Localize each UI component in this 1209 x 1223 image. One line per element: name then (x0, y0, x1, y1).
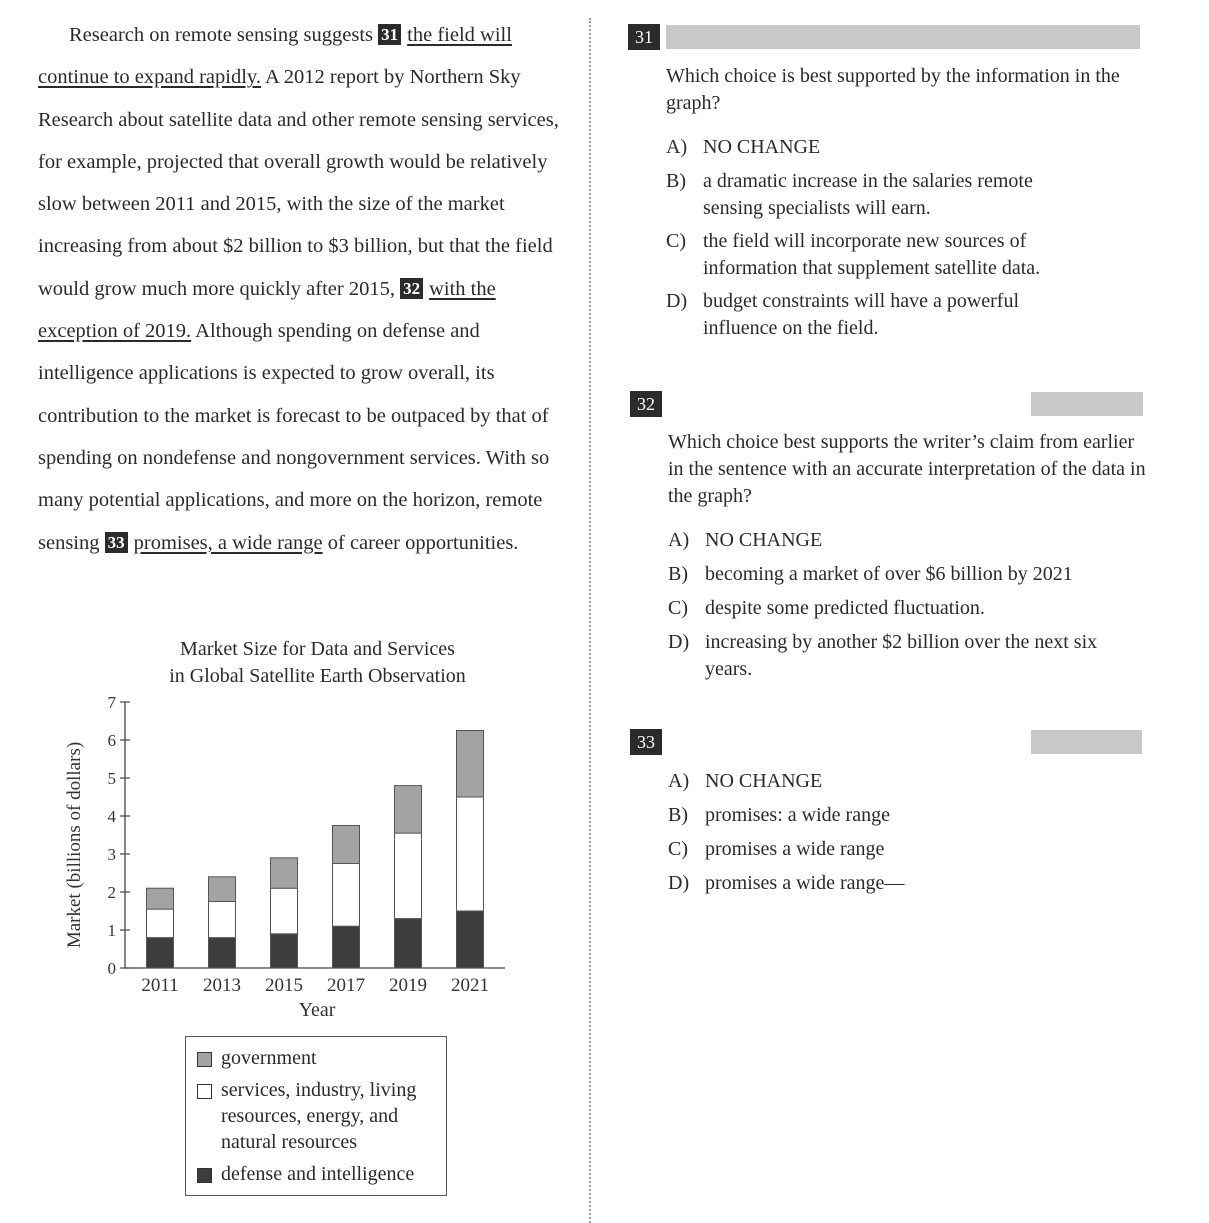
bar-segment (457, 911, 484, 968)
bar-segment (333, 864, 360, 927)
column-divider (589, 18, 591, 1223)
option-text: budget constraints will have a powerful influence on the field. (703, 290, 1020, 339)
question-marker-33[interactable]: 33 (105, 532, 128, 553)
passage-text: Although spending on defense and intelligence applications is expected to grow overall, its contribution to the market is forecast to be outpaced by that of spending on nondefense and nongovernment services. With so many potential applications, and more on the horizon, remote sensing (38, 320, 550, 554)
option-letter: B) (668, 563, 688, 585)
underlined-phrase-33: promises, a wide range (133, 531, 323, 554)
bar-segment (333, 826, 360, 864)
question-number-31: 31 (628, 24, 660, 50)
option-text: promises a wide range (705, 838, 885, 860)
legend-swatch-services (197, 1084, 212, 1099)
chart-legend (185, 1036, 447, 1196)
y-tick-label: 1 (107, 921, 116, 940)
option-letter: D) (666, 290, 688, 312)
option-letter: B) (668, 804, 688, 826)
x-tick-label: 2011 (141, 975, 179, 996)
y-tick-label: 7 (107, 693, 116, 712)
bar-segment (271, 934, 298, 968)
option-text: a dramatic increase in the salaries remote sensing specialists will earn. (703, 170, 1033, 219)
y-tick-label: 2 (107, 883, 116, 902)
option-letter: D) (668, 872, 690, 894)
question-header-bar-32 (1031, 392, 1143, 416)
x-tick-label: 2015 (265, 975, 303, 996)
option-text: NO CHANGE (705, 770, 823, 792)
y-tick-label: 6 (107, 731, 116, 750)
bar-segment (395, 786, 422, 834)
question-number-33: 33 (630, 729, 662, 755)
x-tick-label: 2021 (451, 975, 489, 996)
question-marker-31[interactable]: 31 (378, 24, 401, 45)
bar-segment (395, 833, 422, 919)
question-header-bar-31 (666, 25, 1140, 49)
answer-option-31d[interactable] (666, 288, 1136, 342)
chart-title-line-1: Market Size for Data and Services (180, 638, 455, 660)
passage-text: of career opportunities. (322, 531, 519, 554)
answer-option-33a[interactable] (668, 768, 1138, 795)
option-letter: C) (666, 230, 686, 252)
bar-segment (271, 858, 298, 888)
bar-segment (147, 938, 174, 968)
answer-option-31c[interactable] (666, 228, 1136, 282)
stacked-bar-chart (55, 690, 525, 1030)
x-tick-label: 2019 (389, 975, 427, 996)
legend-item-services (197, 1077, 446, 1155)
underlined-phrase-31: the field will continue to expand rapidly. (38, 24, 512, 89)
y-tick-label: 0 (107, 959, 116, 978)
answer-options-32 (668, 527, 1138, 683)
answer-option-31b[interactable] (666, 168, 1136, 222)
option-letter: A) (666, 136, 688, 158)
passage-paragraph (38, 14, 568, 564)
bar-segment (395, 919, 422, 968)
y-tick-label: 4 (107, 807, 116, 826)
answer-option-33d[interactable] (668, 870, 1138, 897)
legend-label: government (221, 1047, 317, 1069)
legend-item-defense (197, 1161, 446, 1187)
question-number-32: 32 (630, 391, 662, 417)
answer-option-32d[interactable] (668, 629, 1138, 683)
answer-options-31 (666, 134, 1136, 342)
x-axis-title: Year (298, 999, 336, 1021)
bar-segment (209, 877, 236, 902)
bar-segment (271, 888, 298, 934)
legend-label: defense and intelligence (221, 1163, 415, 1185)
legend-swatch-government (197, 1052, 212, 1067)
option-letter: B) (666, 170, 686, 192)
answer-option-33c[interactable] (668, 836, 1138, 863)
option-letter: C) (668, 838, 688, 860)
bar-segment (147, 888, 174, 909)
bar-segment (333, 926, 360, 968)
option-text: despite some predicted fluctuation. (705, 597, 985, 619)
underlined-phrase-32: with the exception of 2019. (38, 277, 496, 343)
answer-option-32b[interactable] (668, 561, 1138, 588)
option-letter: A) (668, 770, 690, 792)
option-letter: C) (668, 597, 688, 619)
question-prompt-31: Which choice is best supported by the information in the graph? (666, 65, 1120, 114)
option-text: the field will incorporate new sources of information that supplement satellite data. (703, 230, 1041, 279)
y-tick-label: 3 (107, 845, 116, 864)
answer-option-33b[interactable] (668, 802, 1138, 829)
option-text: NO CHANGE (705, 529, 823, 551)
legend-item-government (197, 1045, 446, 1071)
passage (38, 14, 568, 564)
option-text: NO CHANGE (703, 136, 821, 158)
chart-title (140, 636, 495, 690)
option-text: promises: a wide range (705, 804, 890, 826)
legend-swatch-defense (197, 1168, 212, 1183)
answer-option-32a[interactable] (668, 527, 1138, 554)
bar-segment (209, 938, 236, 968)
legend-label: services, industry, living resources, energy, and natural resources (221, 1079, 417, 1153)
option-text: increasing by another $2 billion over the next six years. (705, 631, 1098, 680)
bar-segment (457, 797, 484, 911)
bar-segment (457, 731, 484, 798)
bar-segment (147, 909, 174, 938)
passage-text: Research on remote sensing suggests (69, 24, 379, 46)
question-prompt-32: Which choice best supports the writer’s claim from earlier in the sentence with an accurate interpretation of the data in the graph? (668, 431, 1146, 507)
chart-title-line-2: in Global Satellite Earth Observation (169, 665, 466, 687)
x-tick-label: 2013 (203, 975, 241, 996)
answer-options-33 (668, 768, 1138, 897)
x-tick-label: 2017 (327, 975, 365, 996)
answer-option-31a[interactable] (666, 134, 1136, 161)
question-marker-32[interactable]: 32 (400, 278, 423, 299)
y-tick-label: 5 (107, 769, 116, 788)
y-axis-title: Market (billions of dollars) (64, 741, 85, 949)
question-header-bar-33 (1031, 730, 1142, 754)
bar-segment (209, 902, 236, 938)
option-letter: D) (668, 631, 690, 653)
option-text: becoming a market of over $6 billion by 2021 (705, 563, 1073, 585)
option-letter: A) (668, 529, 690, 551)
passage-text: A 2012 report by Northern Sky Research about satellite data and other remote sensing services, for example, projected that overall growth would be relatively slow between 2011 and 2015, with the size of the market increasing from about $2 billion to $3 billion, but that the field would grow much more quickly after 2015, (38, 66, 559, 300)
answer-option-32c[interactable] (668, 595, 1138, 622)
option-text: promises a wide range— (705, 872, 905, 894)
